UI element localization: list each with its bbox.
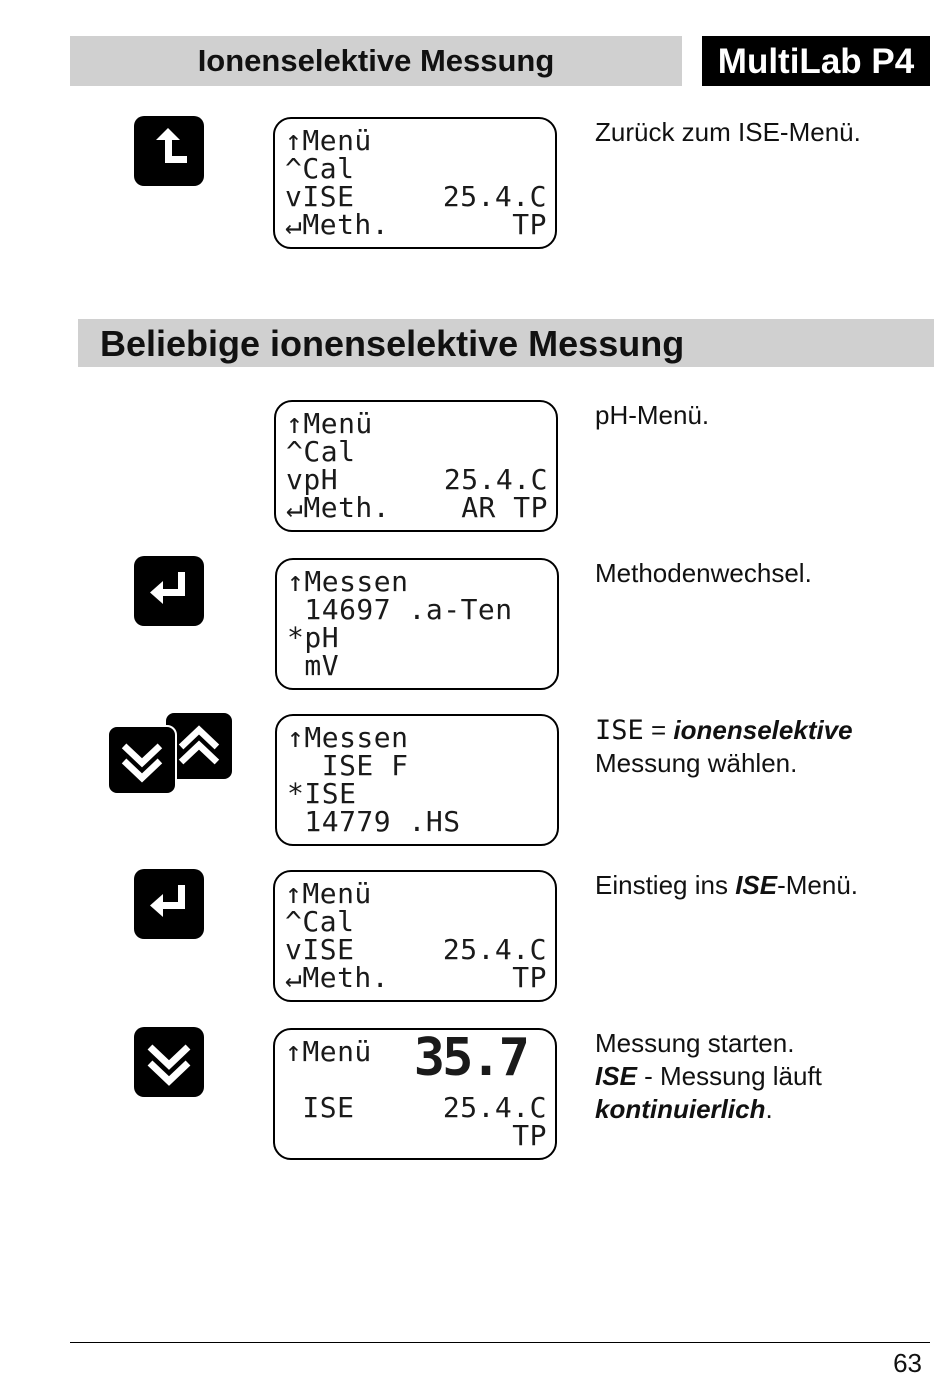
lcd-line: mV bbox=[287, 649, 340, 682]
page-number: 63 bbox=[893, 1348, 922, 1378]
key-down[interactable] bbox=[107, 725, 177, 795]
double-chevron-down-icon bbox=[134, 1027, 204, 1097]
lcd-measured-value: 35.7 bbox=[413, 1028, 527, 1088]
lcd-mode: TP bbox=[512, 1119, 547, 1152]
equals-sign: = bbox=[643, 715, 674, 745]
enter-arrow-icon bbox=[134, 556, 204, 626]
section-title: Beliebige ionenselektive Messung bbox=[78, 319, 934, 367]
footer-rule bbox=[70, 1342, 930, 1343]
description-text: Einstieg ins bbox=[595, 870, 736, 900]
lcd-line: ^Cal bbox=[285, 152, 355, 185]
description-text: . bbox=[765, 1094, 773, 1124]
emphasis-text: kontinuierlich bbox=[595, 1094, 766, 1124]
lcd-line: *ISE bbox=[287, 777, 357, 810]
step-description: Methodenwechsel. bbox=[595, 558, 812, 588]
lcd-temperature: 25.4.C bbox=[442, 180, 547, 213]
lcd-temperature: 25.4.C bbox=[442, 1091, 547, 1124]
lcd-display-method bbox=[275, 558, 559, 690]
lcd-display-ise-select bbox=[275, 714, 559, 846]
lcd-line: ↑Messen bbox=[287, 565, 409, 598]
key-down[interactable] bbox=[134, 1027, 204, 1097]
lcd-line: ↵Meth. bbox=[285, 208, 390, 241]
enter-arrow-icon bbox=[134, 869, 204, 939]
lcd-line: vISE bbox=[285, 933, 355, 966]
lcd-line: ↑Menü bbox=[285, 877, 372, 910]
lcd-mode: AR TP bbox=[461, 491, 548, 524]
lcd-line: ^Cal bbox=[286, 435, 356, 468]
lcd-line: vpH bbox=[286, 463, 339, 496]
ise-code: ISE bbox=[595, 715, 644, 746]
lcd-display-measurement bbox=[273, 1028, 557, 1160]
brand-label: MultiLab P4 bbox=[702, 36, 930, 86]
lcd-display-ise-menu bbox=[273, 117, 557, 249]
lcd-line: ISE F bbox=[287, 749, 409, 782]
emphasis-text: ionenselektive bbox=[673, 715, 853, 745]
lcd-mode: TP bbox=[512, 961, 547, 994]
lcd-mode: TP bbox=[512, 208, 547, 241]
double-chevron-down-icon bbox=[109, 727, 175, 793]
lcd-line: ↑Menü bbox=[285, 124, 372, 157]
step-description bbox=[595, 869, 858, 902]
step-description: pH-Menü. bbox=[595, 400, 710, 430]
lcd-line: vISE bbox=[285, 180, 355, 213]
lcd-display-ph-menu bbox=[274, 400, 558, 532]
lcd-line: 14697 .a-Ten bbox=[287, 593, 513, 626]
lcd-line: ↵Meth. bbox=[285, 961, 390, 994]
key-enter[interactable] bbox=[134, 556, 204, 626]
description-text: Messung wählen. bbox=[595, 748, 798, 778]
step-description: Zurück zum ISE-Menü. bbox=[595, 117, 861, 147]
description-text: Messung starten. bbox=[595, 1028, 795, 1058]
key-enter[interactable] bbox=[134, 869, 204, 939]
key-return[interactable] bbox=[134, 116, 204, 186]
lcd-line: ↑Messen bbox=[287, 721, 409, 754]
description-text: -Menü. bbox=[777, 870, 859, 900]
lcd-line: ↑Menü bbox=[286, 407, 373, 440]
description-text: - Messung läuft bbox=[636, 1061, 822, 1091]
return-arrow-icon bbox=[134, 116, 204, 186]
lcd-line: ISE bbox=[285, 1091, 355, 1124]
emphasis-text: ISE bbox=[735, 870, 778, 900]
step-description bbox=[595, 1027, 822, 1126]
lcd-line: ↑Menü bbox=[285, 1035, 372, 1068]
lcd-temperature: 25.4.C bbox=[443, 463, 548, 496]
chapter-header: Ionenselektive Messung bbox=[70, 36, 682, 86]
lcd-line: ^Cal bbox=[285, 905, 355, 938]
emphasis-text: ISE bbox=[595, 1061, 637, 1091]
lcd-temperature: 25.4.C bbox=[442, 933, 547, 966]
lcd-line: 14779 .HS bbox=[287, 805, 461, 838]
lcd-display-ise-menu bbox=[273, 870, 557, 1002]
step-description bbox=[595, 714, 853, 780]
lcd-line: *pH bbox=[287, 621, 340, 654]
lcd-line: ↵Meth. bbox=[286, 491, 391, 524]
